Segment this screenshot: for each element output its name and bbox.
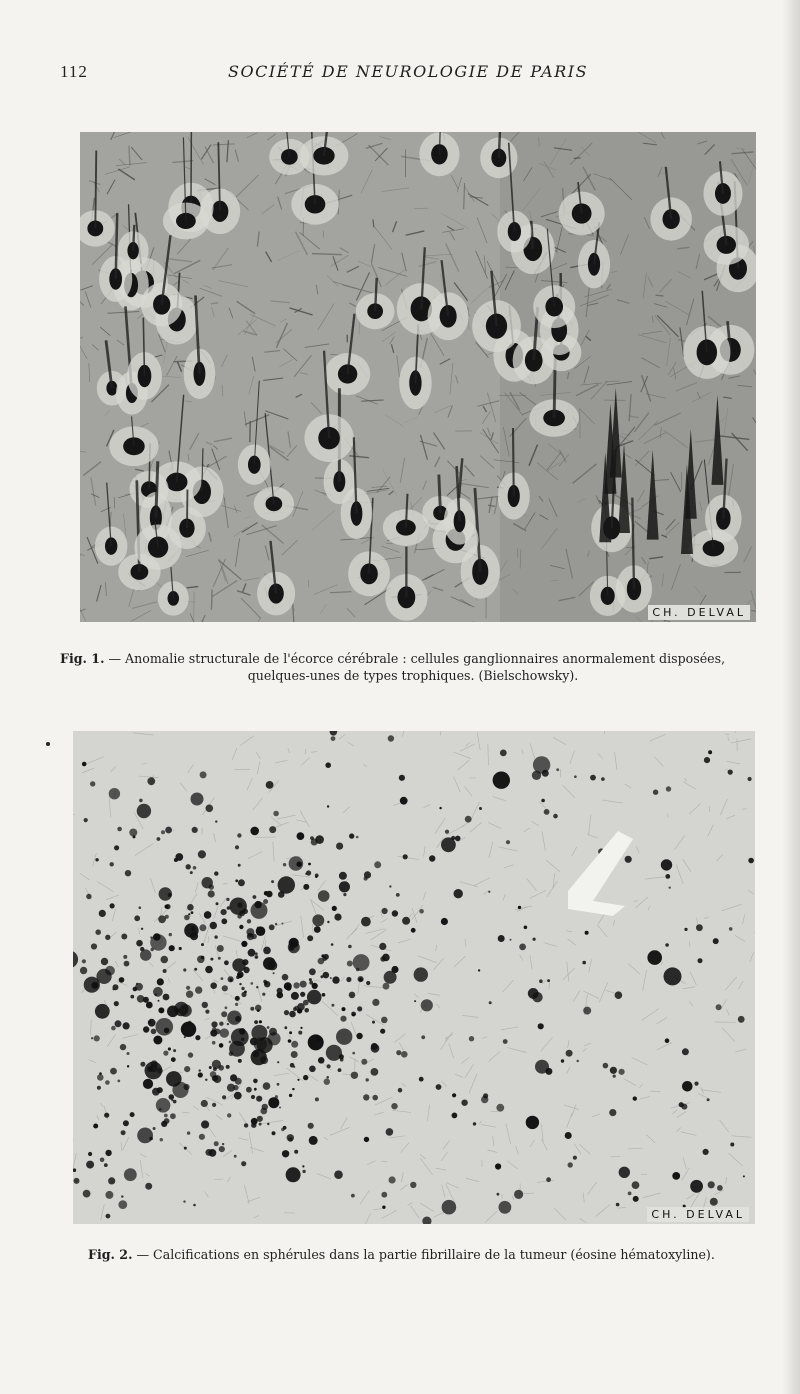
figure-1-caption-line2: quelques-unes de types trophiques. (Bielschowsky). <box>247 668 579 683</box>
figure-1-image <box>80 132 756 622</box>
figure-2-caption-text: — Calcifications en sphérules dans la partie fibrillaire de la tumeur (éosine hématoxyline). <box>132 1247 715 1262</box>
margin-dot <box>46 742 50 746</box>
page-number: 112 <box>60 62 88 81</box>
figure-2-micrograph <box>73 731 755 1224</box>
figure-1-caption-line1: — Anomalie structurale de l'écorce cérébrale : cellules ganglionnaires anormalement disposées, <box>104 651 726 666</box>
figure-2-credit: CH. DELVAL <box>647 1207 749 1222</box>
figure-1-label: Fig. 1. <box>60 651 105 666</box>
figure-1-caption <box>60 650 766 684</box>
figure-2-image <box>73 731 755 1224</box>
figure-2-label: Fig. 2. <box>88 1247 133 1262</box>
page-edge-shadow <box>782 0 800 1394</box>
running-title: SOCIÉTÉ DE NEUROLOGIE DE PARIS <box>228 62 589 81</box>
figure-1-micrograph <box>80 132 756 622</box>
figure-1-credit: CH. DELVAL <box>648 605 750 620</box>
figure-2-caption <box>88 1246 768 1263</box>
